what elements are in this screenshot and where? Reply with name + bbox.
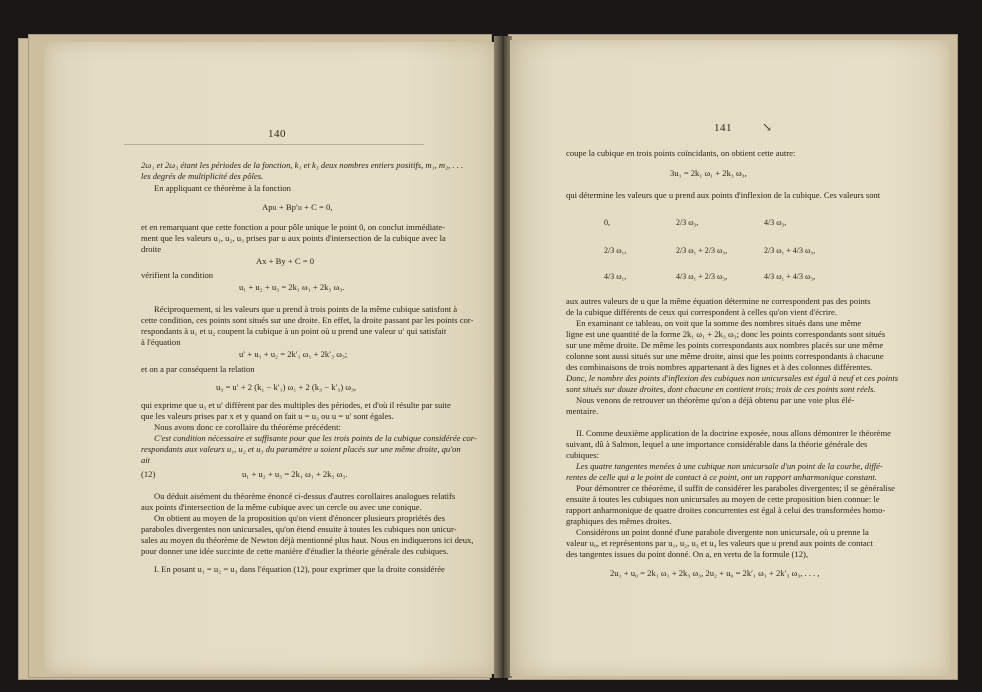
text-line: Pour démontrer ce théorème, il suffit de considérer les paraboles divergentes; il se généralise — [576, 483, 895, 493]
equation: Ax + By + C = 0 — [256, 256, 314, 266]
text-line: pour donner une idée succinte de cette manière d'étudier la théorie générale des cubiques. — [141, 546, 449, 556]
equation: u′ + u₁ + u₂ = 2k′₁ ω₁ + 2k′₃ ω₃; — [239, 349, 348, 359]
equation: u₁ + u₂ + u₃ = 2k₁ ω₁ + 2k₃ ω₃. — [239, 282, 345, 292]
text-line: colonne sont aussi situés sur une même droite, ainsi que les points correspondants à chacune — [566, 351, 884, 361]
text-line: Donc, le nombre des points d'inflexion des cubiques non unicursales est égal à neuf et ces points — [566, 373, 899, 383]
text-line: aux autres valeurs de u que la même équation détermine ne correspondent pas des points — [566, 296, 871, 306]
text-line: et en remarquant que cette fonction a pour pôle unique le point 0, on conclut immédiate- — [141, 222, 446, 232]
text-line: On obtient au moyen de la proposition qu'on vient d'énoncer plusieurs propriétés des — [154, 513, 445, 523]
table-cell: 0, — [604, 218, 610, 227]
text-line: qui exprime que u₃ et u′ diffèrent par des multiples des périodes, et d'où il résulte par suite — [141, 400, 451, 410]
text-line: des tangentes issues du point donné. On a, en vertu de la formule (12), — [566, 549, 808, 559]
table-cell: 4/3 ω₁ + 2/3 ω₃, — [676, 272, 728, 281]
page-number: 140 — [268, 128, 286, 140]
open-book — [14, 28, 964, 678]
text-line: En appliquant ce théorème à la fonction — [154, 183, 291, 193]
text-line: sont situés sur douze droites, dont chacune en contient trois; trois de ces points sont réels. — [566, 384, 876, 394]
text-line: En examinant ce tableau, on voit que la somme des nombres situés dans une même — [576, 318, 862, 328]
text-line: qui détermine les valeurs que u prend aux points d'inflexion de la cubique. Ces valeurs sont — [566, 190, 881, 200]
text-line: rentes de celle qui a le point de contact à ce point, ont un rapport anharmonique constant. — [566, 472, 877, 482]
text-line: Les quatre tangentes menées à une cubique non unicursale d'un point de la courbe, diffé- — [576, 461, 883, 471]
text-line: II. Comme deuxième application de la doctrine exposée, nous allons démontrer le théorème — [576, 428, 891, 438]
equation-number: (12) — [141, 469, 156, 479]
text-line: Ou déduit aisément du théorème énoncé ci-dessus d'autres corollaires analogues relatifs — [154, 491, 456, 501]
text-line: ensuite à toutes les cubiques non unicursales au moyen de cette proposition bien connue: le — [566, 494, 880, 504]
text-line: aux points d'intersection de la même cubique avec un cercle ou avec une conique. — [141, 502, 422, 512]
text-line: C'est condition nécessaire et suffisante pour que les trois points de la cubique considérée cor- — [154, 433, 477, 443]
text-line: valeur u₀, et représentons par u₁, u₂, u₃ et u₄ les valeurs que u prend aux points de contact — [566, 538, 873, 548]
equation: 3u₁ = 2k₁ ω₁ + 2k₃ ω₃, — [670, 168, 747, 178]
table-cell: 4/3 ω₁, — [604, 272, 627, 281]
text-line: Nous venons de retrouver un théorème qu'on a déjà obtenu par une voie plus élé- — [576, 395, 855, 405]
table-cell: 2/3 ω₃, — [676, 218, 699, 227]
left-page — [44, 42, 496, 674]
text-line: cubiques: — [566, 450, 599, 460]
text-line: ligne est une quantité de la forme 2k₁ ω₁ + 2k₃ ω₃; donc les points correspondants sont situés — [566, 329, 886, 339]
text-line: cette condition, ces points sont situés sur une droite. En effet, la droite passant par les points cor- — [141, 315, 474, 325]
text-line: respondants à u₁ et u₂ coupent la cubique à un point où u prend une valeur u′ qui satisfait — [141, 326, 447, 336]
text-line: 2ω₁ et 2ω₃ étant les périodes de la fonction, k₁ et k₃ deux nombres entiers positifs, m₁, m₂, . . . — [141, 160, 464, 170]
text-line: à l'équation — [141, 337, 181, 347]
pencil-mark-icon: ↘ — [762, 120, 773, 134]
header-rule — [124, 144, 424, 145]
text-line: droite — [141, 244, 162, 254]
text-line: que les valeurs prises par x et y quand on fait u = u₃ ou u = u′ sont égales. — [141, 411, 394, 421]
text-line: les degrés de multiplicité des pôles. — [141, 171, 264, 181]
text-line: graphiques des mêmes droites. — [566, 516, 672, 526]
equation: 2u₁ + u₀ = 2k₁ ω₁ + 2k₃ ω₃, 2u₂ + u₀ = 2k′₁ ω₁ + 2k′₃ ω₃, . . . , — [610, 568, 820, 578]
text-line: coupe la cubique en trois points coïncidants, on obtient cette autre: — [566, 148, 796, 158]
table-cell: 2/3 ω₁, — [604, 246, 627, 255]
text-line: mentaire. — [566, 406, 599, 416]
right-page — [510, 40, 950, 676]
text-line: rapport anharmonique de quatre droites concurrentes est égal à celui des transformées homo- — [566, 505, 886, 515]
text-line: I. En posant u₁ = u₂ = u₃ dans l'équation (12), pour exprimer que la droite considérée — [154, 564, 445, 574]
equation: Ap𝔲 + Bp′𝔲 + C = 0, — [262, 202, 333, 212]
text-line: ait — [141, 455, 151, 465]
page-number: 141 — [714, 122, 732, 134]
text-line: paraboles divergentes non unicursales, qu'on étend ensuite à toutes les cubiques non unicur- — [141, 524, 457, 534]
table-cell: 4/3 ω₁ + 4/3 ω₃, — [764, 272, 816, 281]
text-line: suivant, dû à Salmon, lequel a une importance considérable dans la théorie générale des — [566, 439, 868, 449]
table-cell: 2/3 ω₁ + 2/3 ω₃, — [676, 246, 728, 255]
text-line: vérifient la condition — [141, 270, 214, 280]
equation: u₃ = u′ + 2 (k₁ − k′₁) ω₁ + 2 (k₃ − k′₃) ω₃, — [216, 382, 357, 392]
text-line: respondants aux valeurs u₁, u₂ et u₃ du paramètre u soient placés sur une même droite, qu'on — [141, 444, 461, 454]
text-line: ment que les valeurs u₁, u₂, u₃ prises par u aux points d'intersection de la cubique avec la — [141, 233, 446, 243]
equation: u₁ + u₂ + u₃ = 2k₁ ω₁ + 2k₃ ω₃. — [242, 469, 348, 479]
text-line: de la cubique différents de ceux qui correspondent à celles qu'on vient d'écrire. — [566, 307, 837, 317]
text-line: et on a par conséquent la relation — [141, 364, 255, 374]
text-line: Considérons un point donné d'une parabole divergente non unicursale, où u prenne la — [576, 527, 869, 537]
text-line: sales au moyen du théorème de Newton déjà mentionné plus haut. Nous en indiquerons ici deux, — [141, 535, 474, 545]
table-cell: 4/3 ω₃, — [764, 218, 787, 227]
text-line: Nous avons donc ce corollaire du théorème précédent: — [154, 422, 341, 432]
table-cell: 2/3 ω₁ + 4/3 ω₃, — [764, 246, 816, 255]
text-line: sur une même droite. De même les points correspondants aux nombres placés sur une même — [566, 340, 884, 350]
text-line: des combinaisons de trois nombres appartenant à des lignes et à des colonnes différentes. — [566, 362, 873, 372]
text-line: Réciproquement, si les valeurs que u prend à trois points de la même cubique satisfont à — [154, 304, 458, 314]
